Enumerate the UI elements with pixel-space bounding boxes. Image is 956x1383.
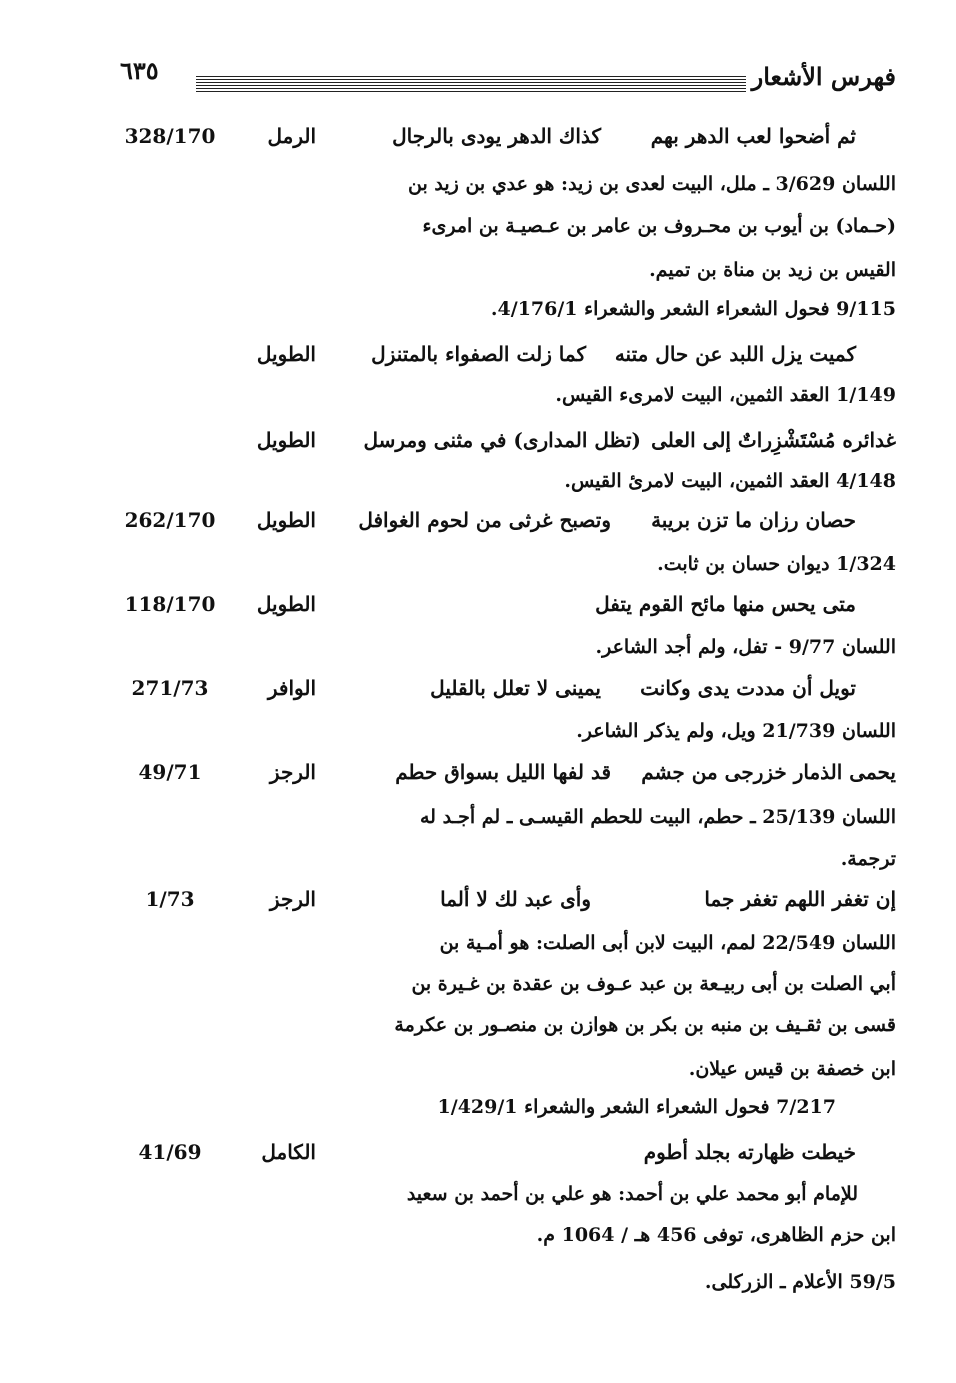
verse-first-hemistich: حصان رزان ما تزن بريبة: [651, 508, 856, 532]
verse-first-hemistich: ثم أضحوا لعب الدهر بهم: [650, 124, 856, 148]
note-line: ابن خصفة بن قيس عيلان.: [688, 1058, 896, 1080]
verse-second-hemistich: يمينى لا تعلل بالقليل: [430, 676, 601, 700]
note-line: ابن حزم الظاهرى، توفى 456 هـ / 1064 م.: [536, 1224, 896, 1246]
entry-meter: الرجز: [269, 760, 316, 784]
entry-meter: الكامل: [261, 1140, 316, 1164]
verse-second-hemistich: قد لفها الليل بسواق حطم: [395, 760, 611, 784]
verse-second-hemistich: وتصبح غرثى من لحوم الغوافل: [358, 508, 611, 532]
note-line: للإمام أبو محمد علي بن أحمد: هو علي بن أحمد بن سعيد: [406, 1183, 858, 1205]
entry-reference: 262/170: [124, 508, 216, 532]
entry-meter: الرمل: [267, 124, 316, 148]
entry-meter: الرجز: [269, 887, 316, 911]
note-line: اللسان 9/77 - تفل، ولم أجد الشاعر.: [595, 636, 896, 658]
entry-reference: 328/170: [124, 124, 216, 148]
note-line: (حـماد) بن أيوب بن محـروف بن عامر بن عـصيـة بن امرىء: [422, 215, 896, 237]
verse-first-hemistich: تويل أن مددت يدى وكانت: [640, 676, 856, 700]
verse-second-hemistich: كذاك الدهر يودى بالرجال: [392, 124, 601, 148]
verse-first-hemistich: كميت يزل اللبد عن حال متنه: [614, 342, 856, 366]
entry-meter: الطويل: [256, 428, 316, 452]
entry-reference: 118/170: [124, 592, 216, 616]
verse-second-hemistich: كما زلت الصفواء بالمتنزل: [371, 342, 586, 366]
note-line: القيس بن زيد بن مناة بن تميم.: [649, 259, 896, 281]
header-rule: [196, 76, 746, 92]
verse-first-hemistich: متى يحس منها مائح القوم يتفل: [595, 592, 856, 616]
entry-reference: 271/73: [131, 676, 209, 700]
verse-first-hemistich: يحمى الذمار خزرجى من جشم: [641, 760, 896, 784]
note-line: 1/149 العقد الثمين، البيت لامرىء القيس.: [555, 384, 896, 406]
page-number: ٦٣٥: [120, 56, 159, 85]
note-line: اللسان 25/139 ـ حطم، البيت للحطم القيسـى ـ لم أجـد له: [420, 806, 896, 828]
entry-meter: الوافر: [267, 676, 316, 700]
entry-meter: الطويل: [256, 508, 316, 532]
entry-meter: الطويل: [256, 342, 316, 366]
verse-second-hemistich: (تظل المدارى) في مثنى ومرسل: [363, 428, 641, 452]
note-line: 9/115 فحول الشعراء الشعر والشعراء 4/176/1.: [490, 298, 896, 320]
note-line: أبي الصلت بن أبى ربيـعة بن عبد عـوف بن عقدة بن غـيرة بن: [411, 973, 896, 995]
note-line: ترجمة.: [840, 848, 896, 870]
verse-second-hemistich: وأى عبد لك لا ألما: [440, 887, 591, 911]
note-line: اللسان 21/739 ويل، ولم يذكر الشاعر.: [576, 720, 896, 742]
note-line: 59/5 الأعلام ـ الزركلى.: [704, 1271, 896, 1293]
note-line: 4/148 العقد الثمين، البيت لامرئ القيس.: [564, 470, 896, 492]
entry-reference: 1/73: [145, 887, 195, 911]
note-line: اللسان 3/629 ـ ملل، البيت لعدى بن زيد: هو عدي بن زيد بن: [408, 173, 896, 195]
note-line: 7/217 فحول الشعراء الشعر والشعراء 1/429/1: [437, 1096, 836, 1118]
note-line: اللسان 22/549 لمم، البيت لابن أبى الصلت: هو أمـية بن: [439, 932, 896, 954]
entry-meter: الطويل: [256, 592, 316, 616]
running-title: فهرس الأشعار: [751, 62, 896, 91]
verse-first-hemistich: إن تغفر اللهم تغفر جما: [704, 887, 896, 911]
entry-reference: 49/71: [138, 760, 202, 784]
note-line: قسى بن ثقـيف بن منبه بن بكر بن هوازن بن منصـور بن عكرمة: [394, 1014, 896, 1036]
note-line: 1/324 ديوان حسان بن ثابت.: [657, 553, 896, 575]
verse-first-hemistich: غدائره مُسْتَشْزِراتٌ إلى العلى: [651, 428, 896, 452]
entry-reference: 41/69: [138, 1140, 202, 1164]
verse-first-hemistich: خيطت ظهارته بجلد أطوم: [643, 1140, 856, 1164]
